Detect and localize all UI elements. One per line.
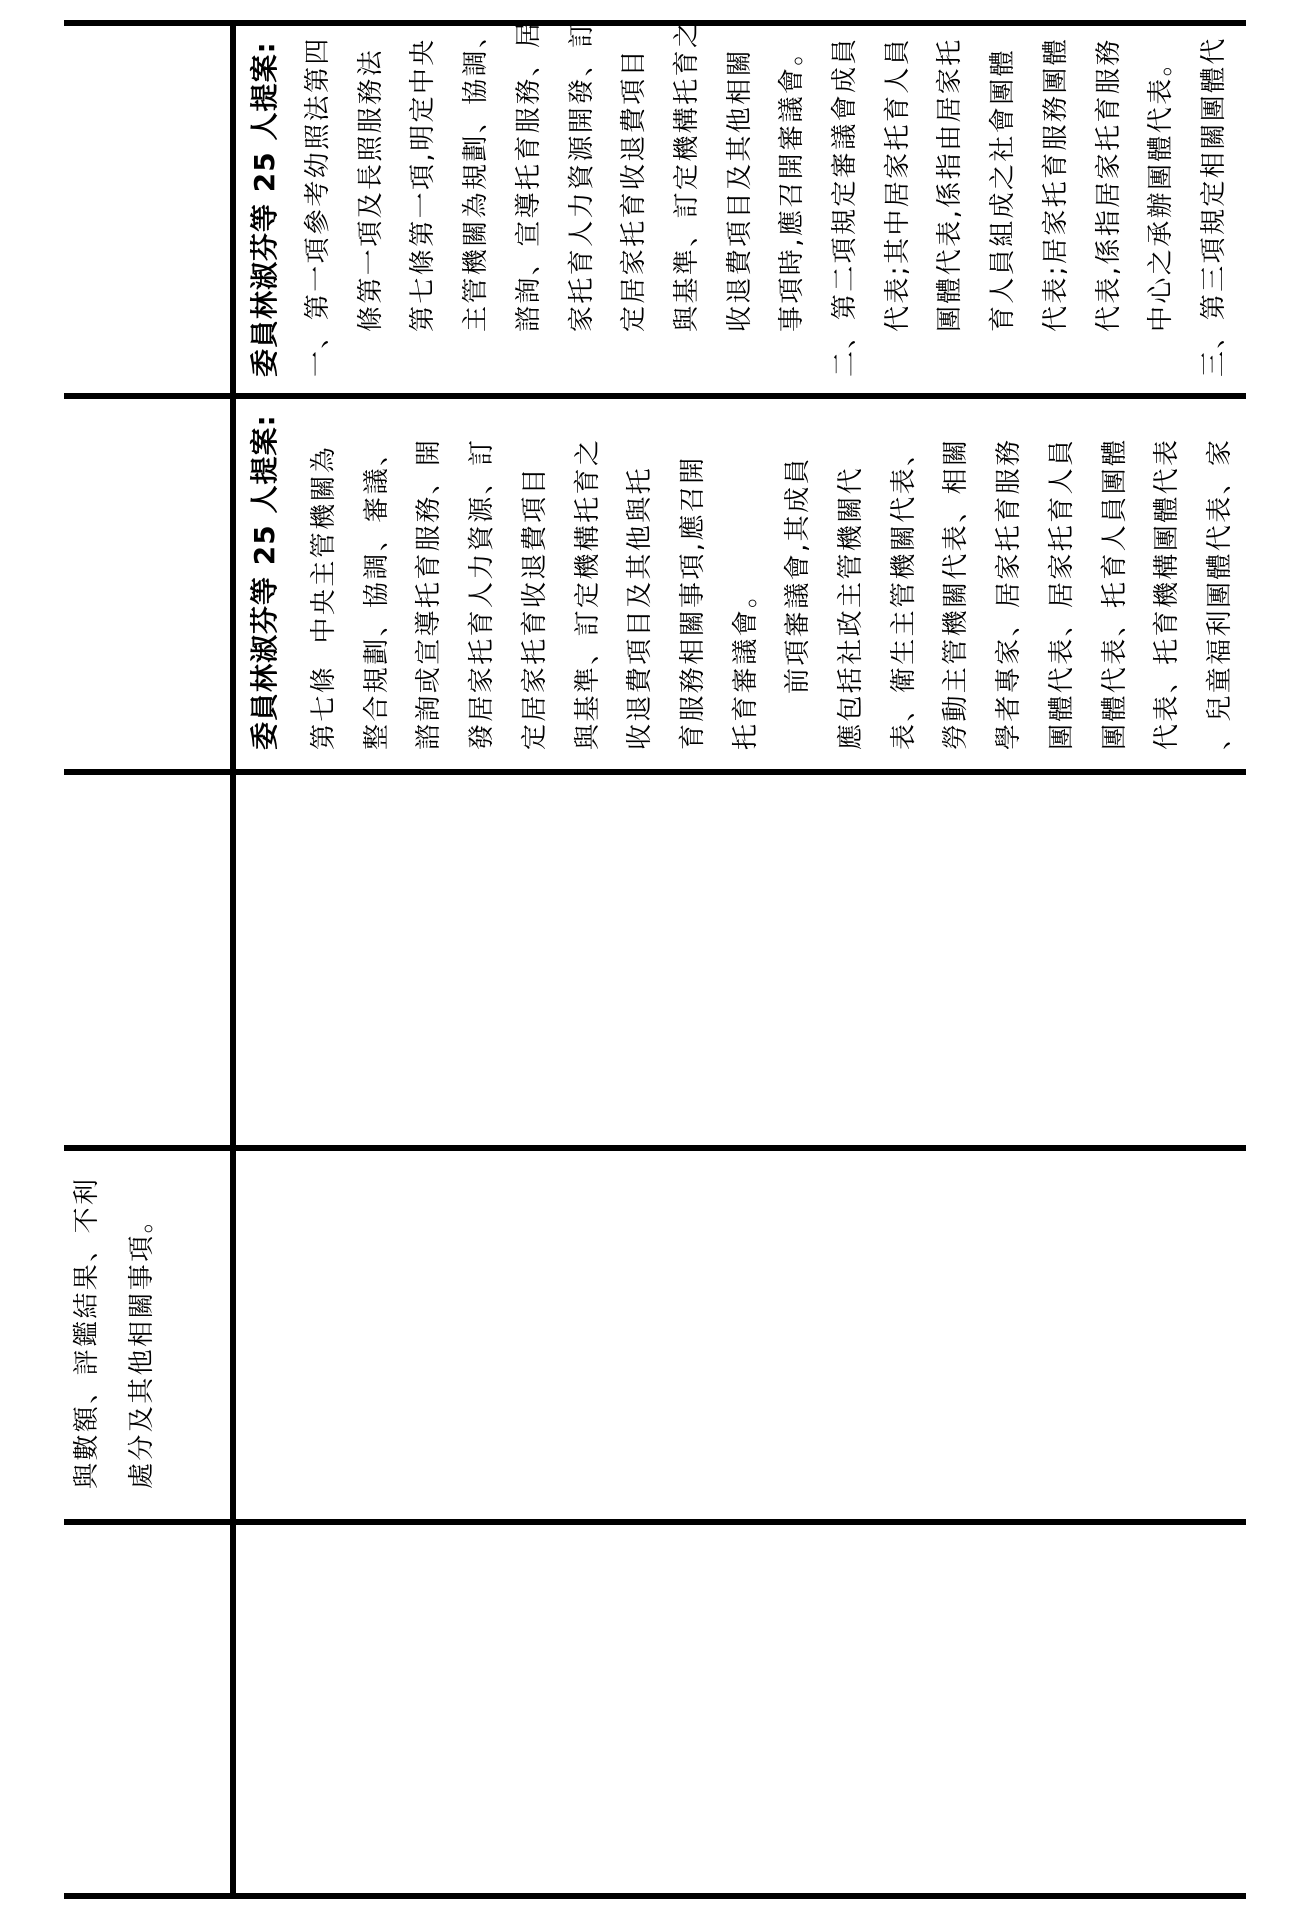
table-column-rule — [64, 393, 1246, 399]
text-line: 托育審議會。 — [730, 579, 761, 750]
text-line: 團體代表,係指由居家托 — [935, 37, 966, 332]
text-line: 代表、托育機構團體代表 — [1152, 437, 1183, 750]
text-line: 整合規劃、協調、審議、 — [361, 437, 392, 750]
text-line: 育服務相關事項,應召開 — [677, 455, 708, 750]
proposal-heading: 委員林淑芬等 25 人提案: — [248, 41, 281, 377]
text-line: 諮詢或宣導托育服務、開 — [414, 437, 445, 750]
text-line: 事項時,應召開審議會。 — [777, 37, 808, 332]
text-line: 育人員組成之社會團體 — [988, 47, 1019, 332]
text-line: 發居家托育人力資源、訂 — [467, 437, 498, 750]
text-line: 與數額、評鑑結果、不利 — [72, 1176, 102, 1489]
table-column-rule — [64, 769, 1246, 775]
text-line: 處分及其他相關事項。 — [127, 1204, 157, 1489]
proposal-block-explanation — [0, 19, 1304, 377]
text-line: 二、第二項規定審議會成員 — [830, 36, 860, 377]
table-column-rule — [64, 1893, 1246, 1899]
text-line: 主管機關為規劃、協調、 — [461, 19, 492, 332]
text-line: 學者專家、居家托育服務 — [994, 437, 1025, 750]
text-line: 團體代表、托育人員團體 — [1099, 437, 1130, 750]
carryover-block — [0, 1154, 1304, 1489]
text-line: 應包括社政主管機關代 — [836, 465, 866, 750]
text-line: 代表;居家托育服務團體 — [1040, 36, 1071, 332]
proposal-block-article — [0, 408, 1304, 750]
text-line: 條第一項及長照服務法 — [355, 47, 386, 332]
text-line: 代表,係指居家托育服務 — [1093, 37, 1124, 332]
text-line: 定居家托育收退費項目 — [519, 465, 550, 750]
table-column-rule — [64, 20, 1246, 26]
text-line: 代表;其中居家托育人員 — [882, 36, 913, 332]
text-line: 勞動主管機關代表、相關 — [941, 437, 972, 750]
text-line: 收退費項目及其他相關 — [724, 47, 755, 332]
text-line: 團體代表、居家托育人員 — [1046, 437, 1077, 750]
proposal-heading: 委員林淑芬等 25 人提案: — [248, 414, 281, 750]
text-line: 前項審議會,其成員 — [783, 456, 814, 694]
text-line: 中心之承辦團體代表。 — [1146, 47, 1177, 332]
table-column-rule — [64, 1519, 1246, 1525]
text-line: 三、第三項規定相關團體代 — [1198, 36, 1229, 377]
text-line: 表、衛生主管機關代表、 — [888, 437, 919, 750]
text-line: 收退費項目及其他與托 — [625, 465, 656, 750]
text-line: 家托育人力資源開發、訂 — [566, 19, 597, 332]
text-line: 、兒童福利團體代表、家 — [1204, 437, 1235, 750]
text-line: 定居家托育收退費項目 — [619, 47, 650, 332]
text-line: 第七條第一項,明定中央 — [408, 37, 439, 332]
text-line: 諮詢、宣導托育服務、居 — [513, 19, 544, 332]
text-line: 與基準、訂定機構托育之 — [572, 437, 603, 750]
text-line: 與基準、訂定機構托育之 — [671, 19, 702, 332]
text-line: 一、第一項參考幼照法第四 — [303, 36, 333, 377]
text-line: 第七條 中央主管機關為 — [309, 444, 339, 750]
table-column-rule — [64, 1145, 1246, 1151]
